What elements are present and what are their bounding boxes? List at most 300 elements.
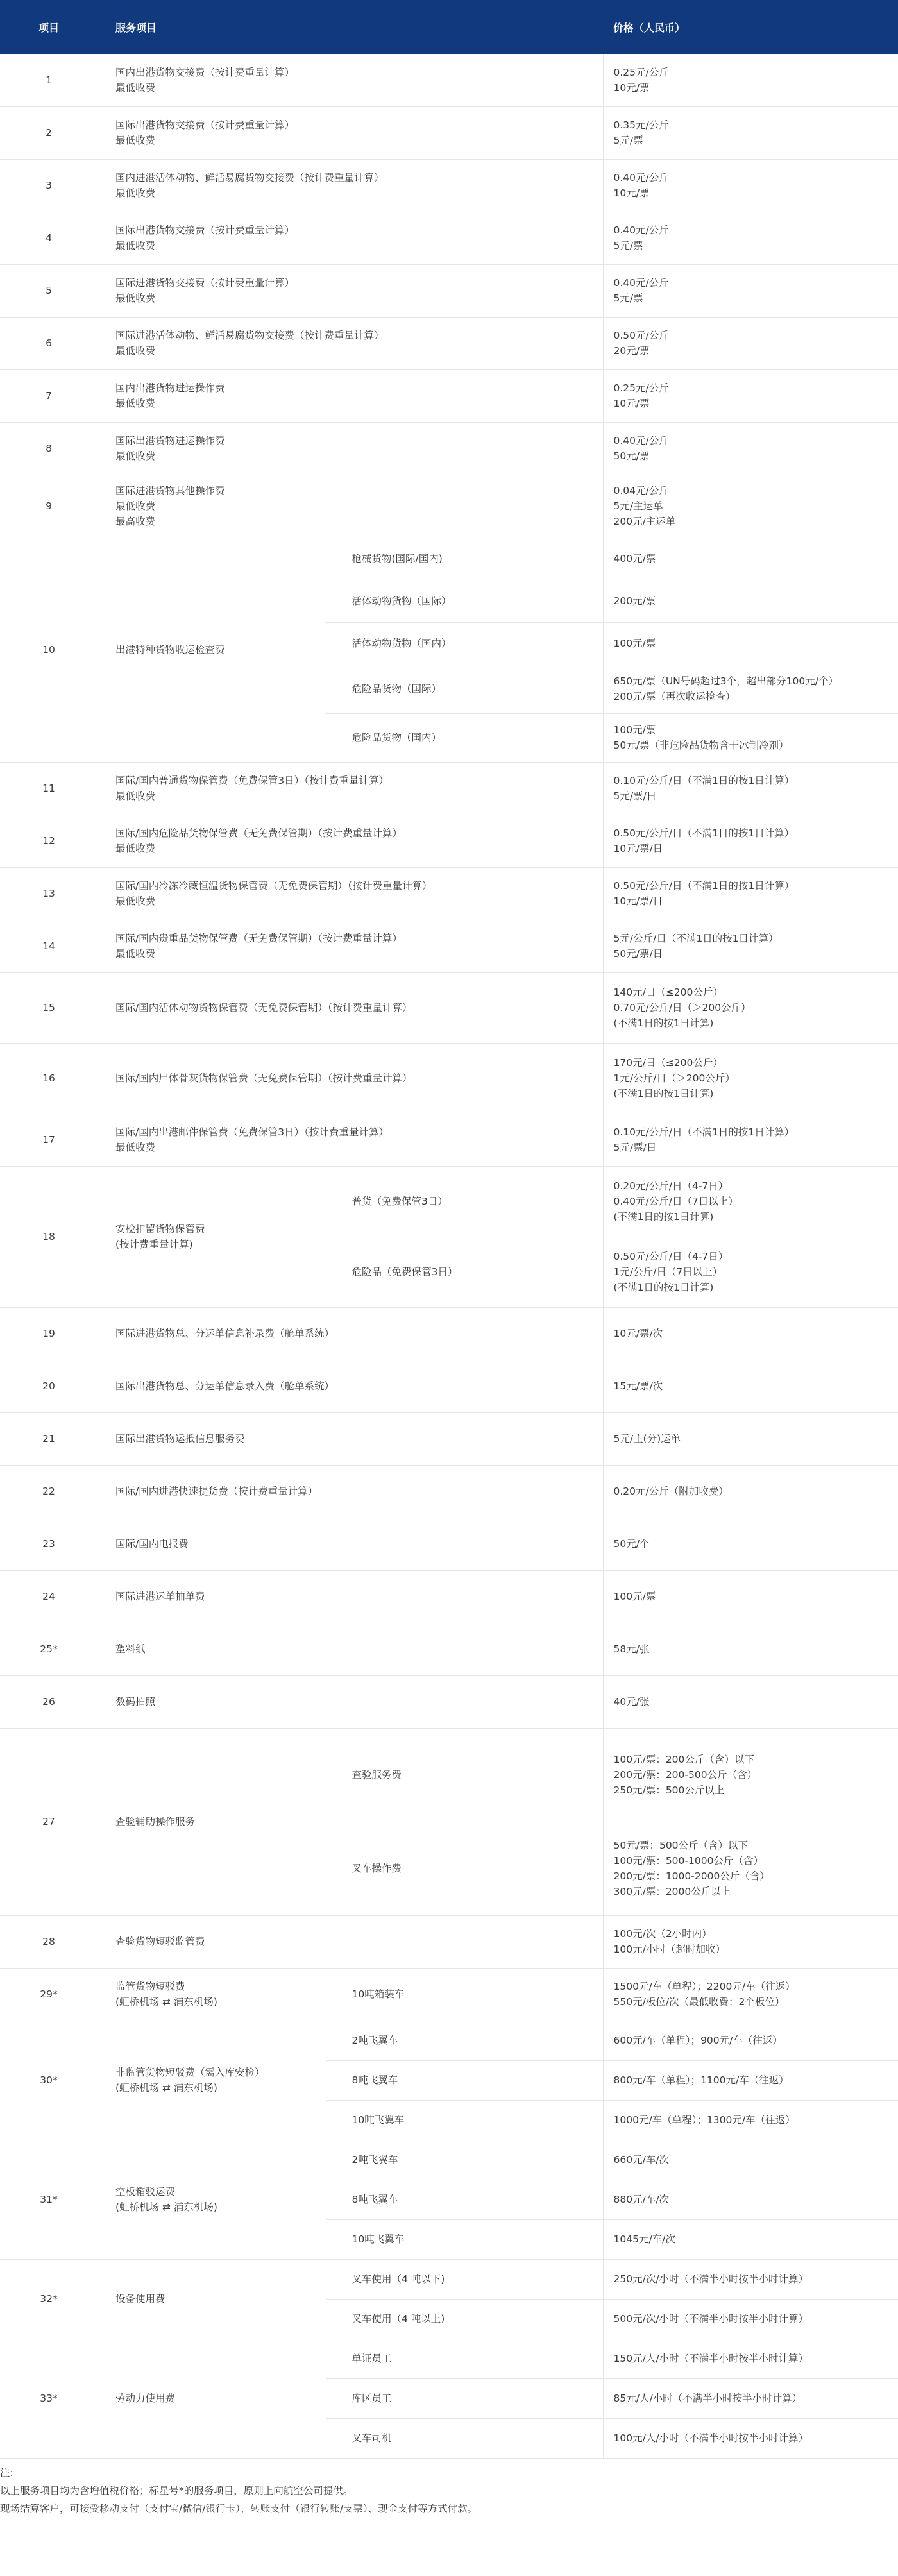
price-cell [603,1728,898,1822]
price-line: 100元/票 [613,638,656,649]
price-cell [603,2259,898,2299]
price-cell [603,1307,898,1360]
service-line: 国际进港货物总、分运单信息补录费（舱单系统） [115,1328,335,1339]
sub-item: 叉车使用（4 吨以下) [326,2259,603,2299]
table-row [0,1307,898,1360]
table-row [0,1623,898,1675]
service-cell [97,1360,603,1412]
price-line: 20元/票 [613,345,650,357]
price-line: 5元/票 [613,292,643,304]
price-cell [603,1360,898,1412]
table-row [0,1465,898,1518]
price-line: 200元/票：200-500公斤（含） [613,1769,758,1781]
price-line: 85元/人/小时（不满半小时按半小时计算） [613,2393,802,2404]
service-cell [97,422,603,475]
price-line: 0.40元/公斤/日（7日以上） [613,1196,738,1207]
header-service: 服务项目 [97,0,603,54]
service-line: 国内出港货物交接费（按计费重量计算） [115,66,295,78]
table-row [0,212,898,264]
service-line: 最低收费 [115,843,156,854]
service-cell [97,475,603,538]
service-line: 国际出港货物运抵信息服务费 [115,1433,245,1445]
price-cell [603,2219,898,2259]
item-number: 12 [0,815,97,867]
price-line: 5元/票/日 [613,1142,657,1153]
price-cell [603,106,898,159]
item-number: 4 [0,212,97,264]
price-cell [603,422,898,475]
price-line: 5元/票/日 [613,790,657,802]
service-line: 国际进港活体动物、鲜活易腐货物交接费（按计费重量计算） [115,330,384,341]
price-cell [603,2060,898,2100]
service-line: 最低收费 [115,81,156,94]
table-row [0,2140,898,2180]
item-number: 6 [0,317,97,369]
service-line: 最低收费 [115,240,156,251]
service-cell: 查验辅助操作服务 [97,1728,326,1915]
service-line: 国际进港货物其他操作费 [115,485,225,496]
price-cell [603,538,898,580]
service-line: 最低收费 [115,398,156,409]
price-cell [603,762,898,815]
sub-item: 危险品货物（国际） [326,665,603,713]
service-cell [97,2140,326,2259]
price-cell [603,317,898,369]
price-cell [603,1043,898,1114]
service-line: 国内出港货物进运操作费 [115,382,225,394]
service-cell [97,1043,603,1114]
item-number: 9 [0,475,97,538]
table-row [0,2339,898,2378]
price-line: 1045元/车/次 [613,2233,675,2245]
price-line: (不满1日的按1日计算) [613,1211,714,1223]
service-cell [97,106,603,159]
price-line: 200元/票 [613,595,656,607]
item-number: 2 [0,106,97,159]
price-line: 300元/票：2000公斤以上 [613,1886,731,1897]
note-line: 以上服务项目均为含增值税价格；标星号*的服务项目，原则上向航空公司提供。 [0,2484,353,2496]
service-cell [97,1518,603,1570]
table-row [0,422,898,475]
table-row [0,972,898,1043]
service-line: 数码拍照 [115,1696,156,1707]
service-line: 最低收费 [115,948,156,960]
service-cell [97,1412,603,1465]
item-number: 10 [0,538,97,762]
service-line: 最低收费 [115,1142,156,1153]
price-line: 200元/主运单 [613,516,676,527]
service-cell [97,2259,326,2339]
item-number: 29* [0,1968,97,2021]
item-number: 11 [0,762,97,815]
service-cell [97,1675,603,1728]
price-line: 0.40元/公斤 [613,277,669,289]
price-line: 50元/票 [613,450,650,462]
price-line: (不满1日的按1日计算) [613,1282,714,1293]
price-line: 40元/张 [613,1696,650,1707]
service-line: 安检扣留货物保管费 [115,1223,205,1235]
sub-item: 查验服务费 [326,1728,603,1822]
price-line: 200元/票：1000-2000公斤（含） [613,1870,770,1882]
sub-item: 普货（免费保管3日） [326,1166,603,1237]
sub-item: 10吨箱装车 [326,1968,603,2021]
table-row [0,1043,898,1114]
price-cell [603,212,898,264]
service-line: 国内进港活体动物、鲜活易腐货物交接费（按计费重量计算） [115,172,384,183]
sub-item: 单证员工 [326,2339,603,2378]
item-number: 14 [0,920,97,972]
service-cell [97,264,603,317]
service-cell [97,972,603,1043]
service-cell [97,867,603,920]
sub-item: 8吨飞翼车 [326,2060,603,2100]
price-cell [603,580,898,622]
service-cell [97,317,603,369]
price-cell [603,622,898,665]
service-line: 国际出港货物交接费（按计费重量计算） [115,225,295,236]
price-line: 0.50元/公斤/日（不满1日的按1日计算） [613,827,795,839]
sub-item: 叉车使用（4 吨以上) [326,2299,603,2339]
price-cell [603,1675,898,1728]
service-line: (虹桥机场 ⇄ 浦东机场) [115,2201,217,2213]
header-item-no: 项目 [0,0,97,54]
table-row [0,1166,898,1237]
header-price: 价格（人民币） [603,0,898,54]
item-number: 32* [0,2259,97,2339]
item-number: 13 [0,867,97,920]
item-number: 20 [0,1360,97,1412]
service-line: (按计费重量计算) [115,1239,193,1250]
item-number: 21 [0,1412,97,1465]
price-line: 100元/票：500-1000公斤（含） [613,1855,763,1867]
service-line: 国际/国内活体动物货物保管费（无免费保管期）（按计费重量计算） [115,1002,412,1013]
item-number: 22 [0,1465,97,1518]
service-cell [97,1623,603,1675]
service-line: 最高收费 [115,516,156,527]
table-row [0,538,898,580]
sub-item: 活体动物货物（国际） [326,580,603,622]
price-cell [603,1518,898,1570]
price-line: 500元/次/小时（不满半小时按半小时计算） [613,2313,809,2325]
service-line: 塑料纸 [115,1643,146,1655]
table-row [0,264,898,317]
price-line: 10元/票 [613,398,650,409]
price-cell [603,159,898,212]
item-number: 16 [0,1043,97,1114]
service-line: 设备使用费 [115,2293,165,2305]
price-line: 5元/主(分)运单 [613,1433,681,1445]
table-header [0,0,898,54]
price-line: 10元/票/日 [613,843,663,854]
item-number: 26 [0,1675,97,1728]
price-line: 58元/张 [613,1643,650,1655]
service-cell [97,1465,603,1518]
sub-item: 10吨飞翼车 [326,2100,603,2140]
item-number: 24 [0,1570,97,1623]
item-number: 3 [0,159,97,212]
price-line: 200元/票（再次收运检查） [613,691,736,702]
item-number: 17 [0,1114,97,1166]
price-line: 0.50元/公斤/日（4-7日） [613,1251,729,1262]
item-number: 30* [0,2021,97,2140]
item-number: 27 [0,1728,97,1915]
price-line: 800元/车（单程）；1100元/车（往返） [613,2074,789,2086]
service-cell [97,1968,326,2021]
service-line: 国际/国内普通货物保管费（免费保管3日）（按计费重量计算） [115,775,389,786]
sub-item: 2吨飞翼车 [326,2140,603,2180]
price-line: 1500元/车（单程）；2200元/车（往返） [613,1981,795,1992]
service-line: 空板箱驳运费 [115,2186,176,2198]
price-line: (不满1日的按1日计算) [613,1088,714,1099]
price-cell [603,1412,898,1465]
item-number: 1 [0,54,97,106]
price-cell [603,264,898,317]
price-line: 10元/票/日 [613,895,663,907]
price-cell [603,1570,898,1623]
price-cell [603,1114,898,1166]
service-line: 国际进港货物交接费（按计费重量计算） [115,277,295,289]
price-cell [603,1166,898,1237]
price-line: 600元/车（单程）；900元/车（往返） [613,2035,783,2046]
table-row [0,1360,898,1412]
price-line: 1000元/车（单程）；1300元/车（往返） [613,2114,795,2126]
price-line: 10元/票/次 [613,1328,663,1339]
table-row [0,1570,898,1623]
service-line: 最低收费 [115,450,156,462]
note-line: 现场结算客户，可接受移动支付（支付宝/微信/银行卡）、转账支付（银行转账/支票）、现金支付等方式付款。 [0,2502,478,2514]
item-number: 28 [0,1915,97,1968]
price-line: 100元/票：200公斤（含）以下 [613,1754,754,1765]
notes [0,2459,898,2518]
price-cell [603,2299,898,2339]
price-line: 100元/次（2小时内） [613,1928,712,1940]
price-line: 0.20元/公斤/日（4-7日） [613,1180,729,1192]
service-cell [97,2021,326,2140]
table-row [0,1915,898,1968]
price-line: 100元/人/小时（不满半小时按半小时计算） [613,2432,809,2444]
price-line: 880元/车/次 [613,2194,670,2205]
table-row [0,815,898,867]
price-cell [603,1822,898,1915]
price-cell [603,2140,898,2180]
item-number: 8 [0,422,97,475]
table-body [0,54,898,2458]
service-line: 国际出港货物总、分运单信息录入费（舱单系统） [115,1380,335,1392]
price-line: 100元/小时（超时加收） [613,1944,725,1955]
service-line: 最低收费 [115,135,156,146]
price-line: 50元/票：500公斤（含）以下 [613,1840,749,1851]
sub-item: 叉车操作费 [326,1822,603,1915]
price-cell [603,1915,898,1968]
price-cell [603,1237,898,1307]
service-cell [97,815,603,867]
price-line: 0.25元/公斤 [613,66,669,78]
price-line: 5元/公斤/日（不满1日的按1日计算） [613,933,779,944]
sub-item: 危险品货物（国内） [326,713,603,762]
service-line: 最低收费 [115,790,156,802]
price-cell [603,54,898,106]
service-line: 国际/国内出港邮件保管费（免费保管3日）（按计费重量计算） [115,1126,389,1138]
service-line: 国际/国内进港快速提货费（按计费重量计算） [115,1486,318,1497]
price-line: 0.20元/公斤（附加收费） [613,1486,729,1497]
price-line: 0.10元/公斤/日（不满1日的按1日计算） [613,775,795,786]
price-line: 5元/票 [613,135,643,146]
service-cell [97,1166,326,1307]
price-line: 50元/票/日 [613,948,663,960]
table-row [0,2259,898,2299]
table-row [0,867,898,920]
service-line: 国际/国内冷冻冷藏恒温货物保管费（无免费保管期）（按计费重量计算） [115,880,432,892]
service-cell [97,369,603,422]
price-line: (不满1日的按1日计算) [613,1017,714,1029]
table-row [0,920,898,972]
price-cell [603,2100,898,2140]
service-line: 国际/国内危险品货物保管费（无免费保管期）（按计费重量计算） [115,827,402,839]
price-line: 400元/票 [613,553,656,564]
price-line: 10元/票 [613,187,650,199]
table-row [0,1968,898,2021]
price-line: 50元/个 [613,1538,650,1550]
item-number: 33* [0,2339,97,2458]
table-row [0,1114,898,1166]
price-cell [603,2021,898,2060]
service-line: 国际/国内尸体骨灰货物保管费（无免费保管期）（按计费重量计算） [115,1072,412,1084]
table-row [0,369,898,422]
price-line: 250元/次/小时（不满半小时按半小时计算） [613,2273,809,2285]
price-cell [603,2418,898,2458]
sub-item: 危险品（免费保管3日） [326,1237,603,1307]
price-line: 15元/票/次 [613,1380,663,1392]
sub-item: 8吨飞翼车 [326,2180,603,2219]
service-line: 最低收费 [115,187,156,199]
price-cell [603,1968,898,2021]
price-line: 0.40元/公斤 [613,172,669,183]
price-line: 50元/票（非危险品货物含干冰制冷剂） [613,740,789,751]
price-line: 170元/日（≤200公斤） [613,1057,723,1069]
sub-item: 10吨飞翼车 [326,2219,603,2259]
table-row [0,2021,898,2060]
price-line: 250元/票：500公斤以上 [613,1784,725,1796]
service-cell [97,1307,603,1360]
price-line: 0.40元/公斤 [613,225,669,236]
service-line: 最低收费 [115,500,156,512]
price-line: 10元/票 [613,81,650,94]
item-number: 19 [0,1307,97,1360]
table-row [0,762,898,815]
price-cell [603,665,898,713]
service-cell [97,54,603,106]
table-row [0,54,898,106]
price-cell [603,1623,898,1675]
price-cell [603,2339,898,2378]
service-cell: 出港特种货物收运检查费 [97,538,326,762]
table-row [0,106,898,159]
price-line: 0.50元/公斤/日（不满1日的按1日计算） [613,880,795,892]
price-cell [603,867,898,920]
service-cell [97,2339,326,2458]
service-cell [97,1114,603,1166]
service-line: 劳动力使用费 [115,2393,176,2404]
service-line: (虹桥机场 ⇄ 浦东机场) [115,2082,217,2094]
price-line: 550元/板位/次（最低收费：2个板位） [613,1996,785,2008]
table-row [0,1412,898,1465]
item-number: 31* [0,2140,97,2259]
service-line: 国际出港货物进运操作费 [115,435,225,446]
service-line: (虹桥机场 ⇄ 浦东机场) [115,1996,217,2008]
service-line: 国际/国内贵重品货物保管费（无免费保管期）（按计费重量计算） [115,933,402,944]
table-row [0,317,898,369]
sub-item: 2吨飞翼车 [326,2021,603,2060]
price-line: 0.40元/公斤 [613,435,669,446]
service-line: 最低收费 [115,292,156,304]
service-line: 国际进港运单抽单费 [115,1591,205,1602]
price-line: 0.35元/公斤 [613,119,669,131]
price-cell [603,2180,898,2219]
service-cell [97,159,603,212]
table-row [0,1728,898,1822]
service-cell [97,920,603,972]
price-cell [603,369,898,422]
sub-item: 叉车司机 [326,2418,603,2458]
price-cell [603,920,898,972]
sub-item: 枪械货物(国际/国内) [326,538,603,580]
table-row [0,475,898,538]
service-cell [97,1570,603,1623]
item-number: 18 [0,1166,97,1307]
notes-heading: 注: [0,2466,13,2479]
item-number: 15 [0,972,97,1043]
price-cell [603,475,898,538]
price-cell [603,2378,898,2418]
sub-item: 库区员工 [326,2378,603,2418]
service-line: 最低收费 [115,345,156,357]
price-line: 0.70元/公斤/日（＞200公斤） [613,1002,751,1013]
price-line: 0.50元/公斤 [613,330,669,341]
price-line: 5元/主运单 [613,500,663,512]
service-line: 查验货物短驳监管费 [115,1936,205,1947]
price-line: 140元/日（≤200公斤） [613,987,723,998]
price-line: 150元/人/小时（不满半小时按半小时计算） [613,2353,809,2364]
price-line: 650元/票（UN号码超过3个，超出部分100元/个） [613,675,838,687]
price-cell [603,713,898,762]
service-cell [97,212,603,264]
service-line: 国际/国内电报费 [115,1538,189,1550]
price-line: 0.25元/公斤 [613,382,669,394]
price-cell [603,1465,898,1518]
price-cell [603,815,898,867]
price-line: 1元/公斤/日（＞200公斤） [613,1072,735,1084]
price-line: 0.04元/公斤 [613,485,669,496]
service-cell [97,762,603,815]
table-row [0,159,898,212]
sub-item: 活体动物货物（国内） [326,622,603,665]
price-line: 0.10元/公斤/日（不满1日的按1日计算） [613,1126,795,1138]
service-line: 最低收费 [115,895,156,907]
service-cell [97,1915,603,1968]
item-number: 23 [0,1518,97,1570]
price-line: 1元/公斤/日（7日以上） [613,1266,723,1278]
price-line: 660元/车/次 [613,2154,670,2165]
item-number: 25* [0,1623,97,1675]
price-line: 100元/票 [613,1591,656,1602]
service-line: 监管货物短驳费 [115,1981,185,1992]
price-line: 100元/票 [613,724,656,736]
table-row [0,1518,898,1570]
service-line: 国际出港货物交接费（按计费重量计算） [115,119,295,131]
price-line: 5元/票 [613,240,643,251]
table-row [0,1675,898,1728]
service-line: 非监管货物短驳费（需入库安检） [115,2067,265,2078]
